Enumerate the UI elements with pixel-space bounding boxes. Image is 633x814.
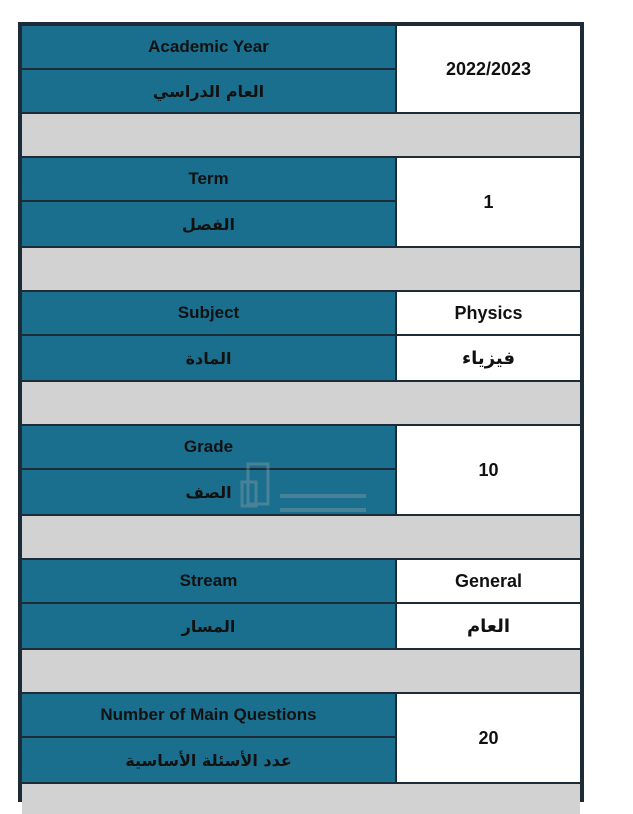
questions-value: 20 — [397, 694, 580, 782]
questions-label-ar: عدد الأسئلة الأساسية — [22, 738, 395, 782]
academic-year-label-en: Academic Year — [22, 26, 395, 68]
subject-label-en: Subject — [22, 292, 395, 334]
subject-value-en: Physics — [397, 292, 580, 334]
term-label-ar: الفصل — [22, 202, 395, 246]
spacer-row — [22, 114, 580, 156]
stream-value-en: General — [397, 560, 580, 602]
subject-value-ar: فيزياء — [397, 336, 580, 380]
spacer-row — [22, 248, 580, 290]
stream-label-ar: المسار — [22, 604, 395, 648]
watermark-logo-icon — [240, 460, 370, 530]
info-table — [18, 22, 584, 802]
subject-label-ar: المادة — [22, 336, 395, 380]
grade-value: 10 — [397, 426, 580, 514]
spacer-row — [22, 650, 580, 692]
questions-label-en: Number of Main Questions — [22, 694, 395, 736]
academic-year-label-ar: العام الدراسي — [22, 70, 395, 112]
term-label-en: Term — [22, 158, 395, 200]
stream-value-ar: العام — [397, 604, 580, 648]
academic-year-value: 2022/2023 — [397, 26, 580, 112]
grade-label-en: Grade — [22, 426, 395, 468]
spacer-row — [22, 784, 580, 814]
spacer-row — [22, 382, 580, 424]
stream-label-en: Stream — [22, 560, 395, 602]
term-value: 1 — [397, 158, 580, 246]
grade-label-ar: الصف — [22, 470, 395, 514]
